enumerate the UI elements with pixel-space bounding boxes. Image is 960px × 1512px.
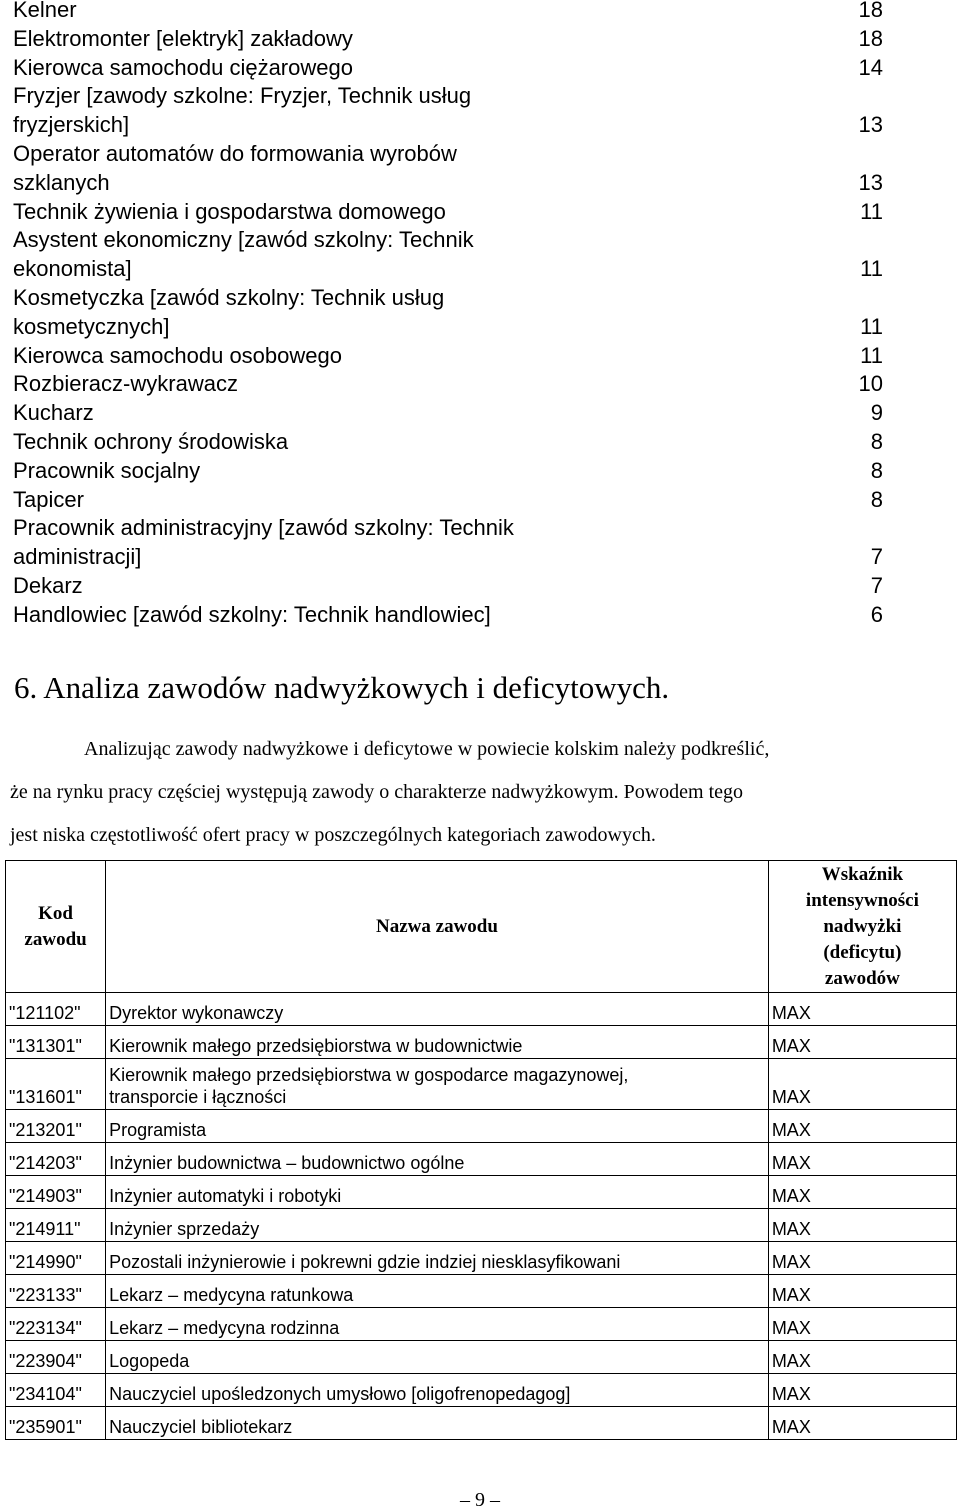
occupation-name	[13, 25, 843, 54]
occupation-code-cell: "223134"	[6, 1308, 106, 1341]
occupation-name-line: szklanych	[13, 169, 110, 195]
table-row	[6, 1308, 957, 1341]
indicator-cell: MAX	[768, 1242, 956, 1275]
list-item	[13, 370, 883, 399]
indicator-cell: MAX	[768, 1059, 956, 1110]
occupation-table	[5, 860, 957, 1440]
table-row	[6, 1110, 957, 1143]
list-item	[13, 0, 883, 25]
occupation-name	[13, 198, 843, 227]
occupation-count: 7	[870, 572, 883, 598]
occupation-name-line: Lekarz – medycyna ratunkowa	[109, 1285, 354, 1305]
occupation-count: 10	[858, 371, 883, 397]
occupation-name-line: Kierowca samochodu ciężarowego	[13, 54, 353, 80]
occupation-name	[13, 284, 843, 342]
header-indicator-line: zawodów	[824, 967, 900, 989]
occupation-name-line: Kosmetyczka [zawód szkolny: Technik usług	[13, 284, 445, 310]
section-paragraph	[10, 728, 960, 857]
occupation-count: 18	[858, 0, 883, 22]
occupation-name	[13, 486, 843, 515]
occupation-count: 11	[860, 198, 883, 224]
list-item	[13, 486, 883, 515]
occupation-code-cell: "131301"	[6, 1026, 106, 1059]
occupation-name-line: Kelner	[13, 0, 77, 22]
occupation-name-line: administracji]	[13, 544, 142, 570]
occupation-code-cell: "223133"	[6, 1275, 106, 1308]
occupation-name-cell	[106, 1374, 769, 1407]
indicator-cell: MAX	[768, 1341, 956, 1374]
occupation-name-line: Pozostali inżynierowie i pokrewni gdzie indziej niesklasyfikowani	[109, 1252, 621, 1272]
occupation-count: 9	[870, 400, 883, 426]
table-row	[6, 1275, 957, 1308]
occupation-name	[13, 370, 843, 399]
occupation-name-line: Kierownik małego przedsiębiorstwa w budownictwie	[109, 1036, 523, 1056]
occupation-name-line: Dekarz	[13, 572, 83, 598]
list-item	[13, 140, 883, 198]
occupation-count: 7	[870, 544, 883, 570]
occupation-code-cell: "131601"	[6, 1059, 106, 1110]
occupation-name	[13, 399, 843, 428]
list-item	[13, 54, 883, 83]
occupation-name-line: Rozbieracz-wykrawacz	[13, 371, 238, 397]
indicator-cell: MAX	[768, 1110, 956, 1143]
paragraph-line: że na rynku pracy częściej występują zawody o charakterze nadwyżkowym. Powodem tego	[10, 781, 744, 803]
list-item	[13, 284, 883, 342]
occupation-name	[13, 457, 843, 486]
occupation-name-line: Inżynier automatyki i robotyki	[109, 1186, 342, 1206]
occupation-name-line: fryzjerskich]	[13, 112, 130, 138]
occupation-count: 8	[870, 457, 883, 483]
occupation-count: 8	[870, 428, 883, 454]
occupation-name-cell	[106, 1176, 769, 1209]
occupation-name-line: Lekarz – medycyna rodzinna	[109, 1318, 340, 1338]
paragraph-line: jest niska częstotliwość ofert pracy w poszczególnych kategoriach zawodowych.	[10, 824, 656, 846]
occupation-count: 14	[858, 54, 883, 80]
header-indicator	[768, 861, 956, 993]
list-item	[13, 399, 883, 428]
list-item	[13, 342, 883, 371]
list-item	[13, 572, 883, 601]
paragraph-line: Analizując zawody nadwyżkowe i deficytowe w powiecie kolskim należy podkreślić,	[84, 738, 770, 760]
section-heading: 6. Analiza zawodów nadwyżkowych i deficytowych.	[14, 670, 670, 705]
occupation-name	[13, 514, 843, 572]
list-item	[13, 457, 883, 486]
indicator-cell: MAX	[768, 1308, 956, 1341]
occupation-code-cell: "235901"	[6, 1407, 106, 1440]
occupation-code-cell: "223904"	[6, 1341, 106, 1374]
occupation-code-cell: "234104"	[6, 1374, 106, 1407]
occupation-name-line: Logopeda	[109, 1351, 190, 1371]
occupation-name-line: Nauczyciel upośledzonych umysłowo [oligofrenopedagog]	[109, 1384, 571, 1404]
occupation-count: 18	[858, 25, 883, 51]
occupation-name	[13, 0, 843, 25]
occupation-name	[13, 226, 843, 284]
occupation-name-line: Tapicer	[13, 486, 84, 512]
list-item	[13, 226, 883, 284]
indicator-cell: MAX	[768, 1407, 956, 1440]
occupation-count: 8	[870, 486, 883, 512]
occupation-name-line: Inżynier budownictwa – budownictwo ogólne	[109, 1153, 465, 1173]
occupation-name-line: Operator automatów do formowania wyrobów	[13, 140, 457, 166]
occupation-name-cell	[106, 1407, 769, 1440]
occupation-count: 11	[860, 342, 883, 368]
occupation-name-line: Pracownik administracyjny [zawód szkolny: Technik	[13, 515, 514, 541]
occupation-code-cell: "213201"	[6, 1110, 106, 1143]
table-row	[6, 1209, 957, 1242]
occupation-name-cell	[106, 1242, 769, 1275]
occupation-name-line: Technik ochrony środowiska	[13, 428, 289, 454]
table-body	[6, 993, 957, 1440]
occupation-name-line: Dyrektor wykonawczy	[109, 1003, 284, 1023]
occupation-name	[13, 572, 843, 601]
occupation-name	[13, 82, 843, 140]
occupation-name-cell	[106, 1026, 769, 1059]
header-name: Nazwa zawodu	[106, 861, 769, 993]
occupation-count: 11	[860, 313, 883, 339]
occupation-name	[13, 601, 843, 630]
occupation-name-line: Kierownik małego przedsiębiorstwa w gospodarce magazynowej,	[109, 1065, 629, 1085]
occupation-name-line: Kucharz	[13, 400, 94, 426]
occupation-code-cell: "214203"	[6, 1143, 106, 1176]
occupation-name	[13, 140, 843, 198]
occupation-name-cell	[106, 1110, 769, 1143]
occupation-count: 11	[860, 256, 883, 282]
occupation-name-cell	[106, 1209, 769, 1242]
header-code-line: Kod	[38, 902, 73, 924]
occupation-name-cell	[106, 1341, 769, 1374]
occupation-name-line: Technik żywienia i gospodarstwa domowego	[13, 198, 446, 224]
occupation-code-cell: "121102"	[6, 993, 106, 1026]
occupation-name-line: Elektromonter [elektryk] zakładowy	[13, 25, 353, 51]
table-row	[6, 1026, 957, 1059]
occupation-name-cell	[106, 1275, 769, 1308]
occupation-name-line: Handlowiec [zawód szkolny: Technik handlowiec]	[13, 601, 491, 627]
table-row	[6, 1176, 957, 1209]
occupation-name-line: kosmetycznych]	[13, 313, 170, 339]
occupation-name-line: Pracownik socjalny	[13, 457, 201, 483]
page-number: – 9 –	[460, 1489, 500, 1511]
occupation-name-cell	[106, 1059, 769, 1110]
occupation-name-line: Kierowca samochodu osobowego	[13, 342, 342, 368]
header-code-line: zawodu	[24, 928, 87, 950]
indicator-cell: MAX	[768, 1374, 956, 1407]
table-row	[6, 1341, 957, 1374]
occupation-count: 13	[858, 169, 883, 195]
occupation-name	[13, 54, 843, 83]
indicator-cell: MAX	[768, 993, 956, 1026]
occupation-name-line: Fryzjer [zawody szkolne: Fryzjer, Technik usług	[13, 83, 472, 109]
table-row	[6, 1407, 957, 1440]
header-indicator-line: nadwyżki	[823, 915, 902, 937]
table-row	[6, 1143, 957, 1176]
table-row	[6, 993, 957, 1026]
occupation-name-line: Asystent ekonomiczny [zawód szkolny: Technik	[13, 227, 474, 253]
occupation-name-line: ekonomista]	[13, 256, 132, 282]
list-item	[13, 514, 883, 572]
occupation-name-line: Nauczyciel bibliotekarz	[109, 1417, 293, 1437]
occupation-count: 6	[870, 601, 883, 627]
indicator-cell: MAX	[768, 1275, 956, 1308]
table-row	[6, 1374, 957, 1407]
indicator-cell: MAX	[768, 1026, 956, 1059]
occupation-name-line: transporcie i łączności	[109, 1087, 287, 1107]
occupation-code-cell: "214990"	[6, 1242, 106, 1275]
list-item	[13, 25, 883, 54]
header-code	[6, 861, 106, 993]
occupation-code-cell: "214903"	[6, 1176, 106, 1209]
occupation-name-cell	[106, 993, 769, 1026]
table-row	[6, 1059, 957, 1110]
indicator-cell: MAX	[768, 1143, 956, 1176]
list-item	[13, 601, 883, 630]
occupation-count-list	[13, 0, 883, 630]
header-indicator-line: intensywności	[805, 889, 919, 911]
header-indicator-line: Wskaźnik	[821, 863, 904, 885]
occupation-code-cell: "214911"	[6, 1209, 106, 1242]
occupation-name-line: Inżynier sprzedaży	[109, 1219, 260, 1239]
occupation-name-cell	[106, 1308, 769, 1341]
table-header-row	[6, 861, 957, 993]
table-row	[6, 1242, 957, 1275]
list-item	[13, 198, 883, 227]
occupation-name	[13, 342, 843, 371]
header-indicator-line: (deficytu)	[823, 941, 902, 963]
indicator-cell: MAX	[768, 1176, 956, 1209]
occupation-name-cell	[106, 1143, 769, 1176]
occupation-name	[13, 428, 843, 457]
occupation-count: 13	[858, 112, 883, 138]
list-item	[13, 428, 883, 457]
occupation-name-line: Programista	[109, 1120, 207, 1140]
list-item	[13, 82, 883, 140]
indicator-cell: MAX	[768, 1209, 956, 1242]
